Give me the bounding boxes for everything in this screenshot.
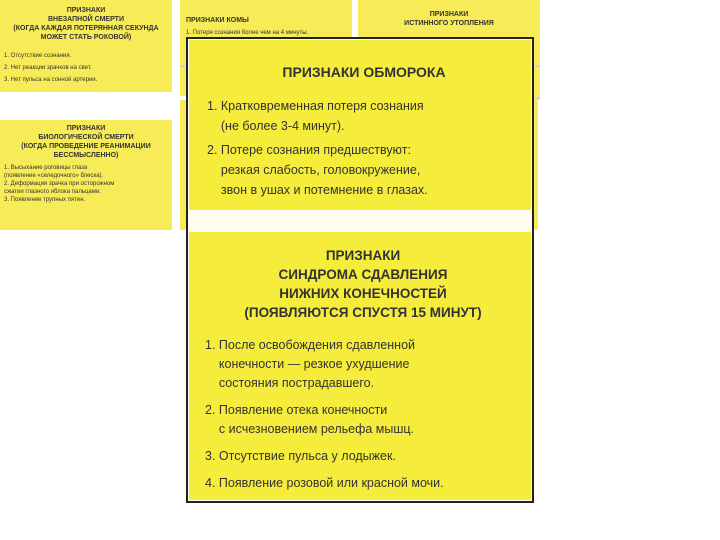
list-item: состояния пострадавшего. bbox=[205, 376, 375, 390]
drowning-title bbox=[362, 10, 536, 28]
list-item: 1. Кратковременная потеря сознания bbox=[207, 99, 424, 113]
biological-death-list bbox=[4, 164, 168, 204]
title-line: (КОГДА КАЖДАЯ ПОТЕРЯННАЯ СЕКУНДА bbox=[13, 25, 159, 32]
title-line: ПРИЗНАКИ bbox=[66, 125, 106, 132]
sudden-death-title bbox=[4, 6, 168, 42]
title-line: ВНЕЗАПНОЙ СМЕРТИ bbox=[48, 16, 124, 23]
list-item: 4. Появление розовой или красной мочи. bbox=[205, 476, 444, 490]
coma-title: ПРИЗНАКИ КОМЫ bbox=[186, 17, 249, 24]
title-line: БИОЛОГИЧЕСКОЙ СМЕРТИ bbox=[38, 134, 134, 141]
list-item: 2. Нет реакции зрачков на свет. bbox=[4, 65, 92, 71]
faint-title: ПРИЗНАКИ ОБМОРОКА bbox=[282, 64, 446, 80]
list-item: 1. Отсутствие сознания. bbox=[4, 53, 72, 59]
title-line: ИСТИННОГО УТОПЛЕНИЯ bbox=[404, 20, 494, 27]
biological-death-title bbox=[4, 124, 168, 160]
list-item: 2. Потере сознания предшествуют: bbox=[207, 143, 411, 157]
list-item: с исчезновением рельефа мышц. bbox=[205, 422, 415, 436]
title-line: (ПОЯВЛЯЮТСЯ СПУСТЯ 15 МИНУТ) bbox=[244, 305, 482, 320]
crush-syndrome-card bbox=[189, 232, 531, 500]
list-item: 2. Деформация зрачка при осторожном bbox=[4, 181, 115, 187]
list-item: 1. Потеря сознания более чем на 4 минуты. bbox=[186, 30, 309, 36]
title-line: МОЖЕТ СТАТЬ РОКОВОЙ) bbox=[40, 34, 132, 41]
list-item: звон в ушах и потемнение в глазах. bbox=[207, 183, 428, 197]
title-line: ПРИЗНАКИ bbox=[429, 11, 469, 18]
list-item: (появление «селедочного» блеска). bbox=[4, 173, 104, 179]
biological-death-card bbox=[0, 120, 172, 230]
list-item: 3. Появление трупных пятен. bbox=[4, 197, 86, 203]
list-item: 3. Отсутствие пульса у лодыжек. bbox=[205, 449, 396, 463]
sudden-death-card bbox=[0, 0, 172, 92]
list-item: конечности — резкое ухудшение bbox=[205, 357, 410, 371]
list-item: 1. Высыхание роговицы глаза bbox=[4, 165, 88, 171]
sudden-death-list bbox=[4, 52, 168, 84]
title-line: ПРИЗНАКИ bbox=[325, 248, 401, 263]
list-item: (не более 3-4 минут). bbox=[207, 119, 345, 133]
crush-title bbox=[205, 246, 521, 322]
list-item: 1. После освобождения сдавленной bbox=[205, 338, 415, 352]
list-item: 2. Появление отека конечности bbox=[205, 403, 388, 417]
title-line: ПРИЗНАКИ bbox=[66, 7, 106, 14]
list-item: 3. Нет пульса на сонной артерии. bbox=[4, 77, 98, 83]
faint-list bbox=[207, 96, 521, 200]
title-line: БЕССМЫСЛЕННО) bbox=[53, 152, 119, 159]
title-line: НИЖНИХ КОНЕЧНОСТЕЙ bbox=[279, 286, 447, 301]
title-line: (КОГДА ПРОВЕДЕНИЕ РЕАНИМАЦИИ bbox=[21, 143, 151, 150]
crush-list bbox=[205, 336, 521, 493]
faint-card bbox=[189, 40, 531, 210]
list-item: сжатии глазного яблока пальцами. bbox=[4, 189, 101, 195]
list-item: резкая слабость, головокружение, bbox=[207, 163, 421, 177]
title-line: СИНДРОМА СДАВЛЕНИЯ bbox=[278, 267, 448, 282]
